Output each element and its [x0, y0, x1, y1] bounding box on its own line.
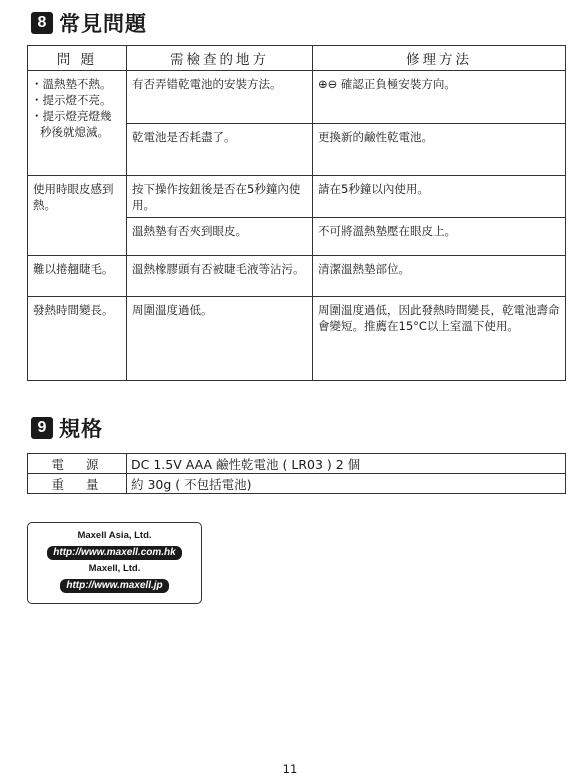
check-cell: 乾電池是否耗盡了。 — [127, 124, 313, 176]
check-cell: 有否弄错乾電池的安裝方法。 — [127, 71, 313, 124]
problem-line: ・溫熱墊不熱。 — [31, 77, 112, 91]
spec-value: 約 30g ( 不包括電池) — [127, 474, 566, 494]
problem-cell: 發熱時間變長。 — [28, 297, 127, 381]
spec-label: 重量 — [28, 474, 127, 494]
faq-header-row — [28, 46, 566, 71]
website-link[interactable]: http://www.maxell.com.hk — [47, 546, 181, 560]
fix-cell: 不可將溫熱墊壓在眼皮上。 — [313, 218, 566, 256]
spec-heading — [31, 413, 103, 443]
problem-line: ・提示燈不亮。 — [31, 93, 112, 107]
fix-cell: 更換新的鹼性乾電池。 — [313, 124, 566, 176]
problem-cell: 使用時眼皮感到熱。 — [28, 176, 127, 256]
fix-cell: ⊕⊖ 確認正負極安裝方向。 — [313, 71, 566, 124]
problem-cell — [28, 71, 127, 176]
spec-value: DC 1.5V AAA 鹼性乾電池 ( LR03 ) 2 個 — [127, 454, 566, 474]
table-row — [28, 71, 566, 124]
page-number: 11 — [282, 762, 298, 776]
spec-label: 電源 — [28, 454, 127, 474]
problem-cell: 難以捲翹睫毛。 — [28, 256, 127, 297]
company-name: Maxell, Ltd. — [88, 563, 141, 574]
fix-cell: 請在5秒鐘以內使用。 — [313, 176, 566, 218]
faq-heading — [31, 8, 147, 38]
table-row — [28, 454, 566, 474]
section-number-badge: 8 — [31, 12, 53, 34]
contact-box — [27, 522, 202, 604]
check-cell: 溫熱橡膠頭有否被睫毛液等沾污。 — [127, 256, 313, 297]
spec-table — [27, 453, 566, 494]
header-problem: 問 題 — [28, 46, 127, 71]
section-number-badge: 9 — [31, 417, 53, 439]
website-link[interactable]: http://www.maxell.jp — [60, 579, 168, 593]
faq-title: 常見問題 — [59, 12, 147, 36]
table-row — [28, 474, 566, 494]
table-row — [28, 256, 566, 297]
fix-cell: 清潔溫熱墊部位。 — [313, 256, 566, 297]
header-check: 需檢查的地方 — [127, 46, 313, 71]
check-cell: 周圍溫度過低。 — [127, 297, 313, 381]
check-cell: 溫熱墊有否夾到眼皮。 — [127, 218, 313, 256]
header-fix: 修理方法 — [313, 46, 566, 71]
table-row — [28, 297, 566, 381]
check-cell: 按下操作按鈕後是否在5秒鐘內使用。 — [127, 176, 313, 218]
spec-title: 規格 — [59, 417, 103, 441]
fix-cell: 周圍溫度過低，因此發熱時間變長，乾電池壽命會變短。推薦在15°C以上室溫下使用。 — [313, 297, 566, 381]
problem-line: ・提示燈亮燈幾秒後就熄滅。 — [31, 109, 112, 139]
table-row — [28, 176, 566, 218]
faq-table — [27, 45, 566, 381]
company-name: Maxell Asia, Ltd. — [77, 530, 152, 541]
